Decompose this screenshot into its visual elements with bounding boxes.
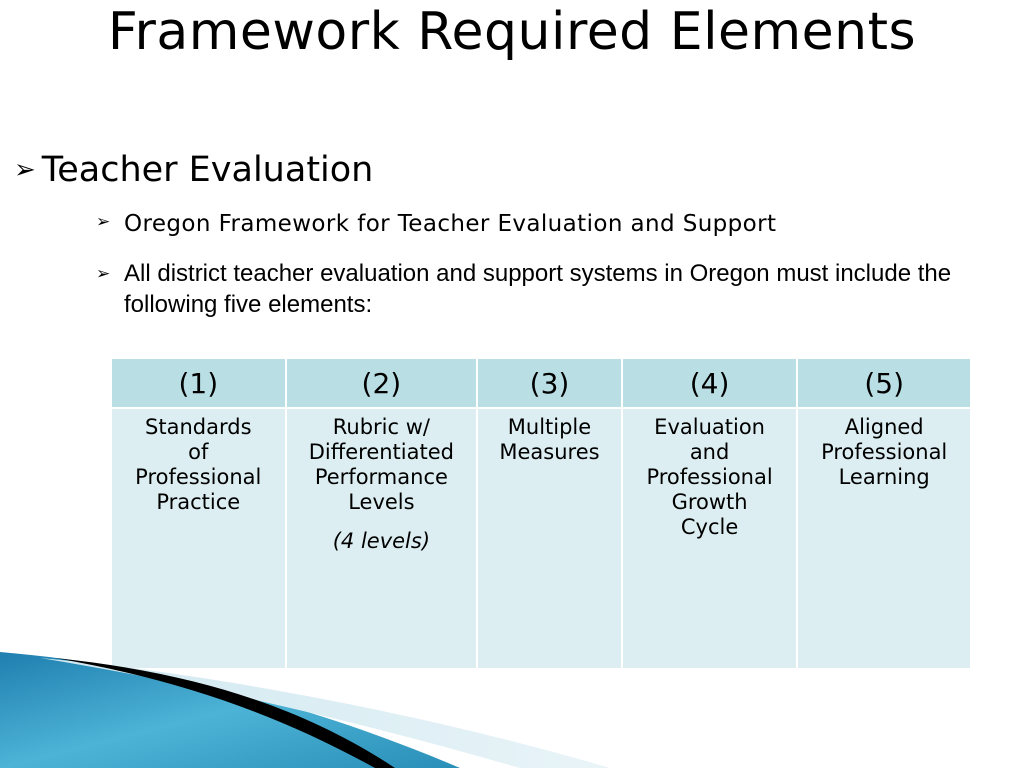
cell-line: Professional <box>646 465 773 489</box>
cell-note: (4 levels) <box>332 529 431 553</box>
arrow-bullet-icon: ➢ <box>14 155 36 185</box>
column-header: (5) <box>797 358 971 408</box>
blue-swoosh-shape <box>0 652 460 768</box>
cell-line: Learning <box>838 465 930 489</box>
arrow-bullet-icon: ➢ <box>96 212 111 232</box>
column-header: (3) <box>477 358 622 408</box>
cell-line: Professional <box>821 440 948 464</box>
cell-line: Multiple <box>507 415 592 439</box>
sub-bullet-text: All district teacher evaluation and support systems in Oregon must include the following five elements: <box>124 260 952 318</box>
cell-line: of <box>188 440 209 464</box>
cell-line: Practice <box>156 490 241 514</box>
cell-line: Measures <box>499 440 600 464</box>
column-header: (1) <box>111 358 286 408</box>
cell-line: Cycle <box>680 515 739 539</box>
cell-line: Levels <box>348 490 415 514</box>
cell-line: Rubric w/ <box>332 415 430 439</box>
cell-line: Professional <box>135 465 262 489</box>
cell-line: Performance <box>314 465 448 489</box>
cell-line: Growth <box>671 490 748 514</box>
arrow-bullet-icon: ➢ <box>96 264 111 283</box>
column-header: (4) <box>622 358 798 408</box>
cell-line: Evaluation <box>654 415 765 439</box>
cell-line: Standards <box>145 415 252 439</box>
cell-line: and <box>689 440 730 464</box>
bullet-heading: Teacher Evaluation <box>41 150 374 190</box>
column-header: (2) <box>286 358 478 408</box>
sub-bullet-text: Oregon Framework for Teacher Evaluation and Support <box>124 211 777 237</box>
cell-line: Aligned <box>844 415 924 439</box>
slide-title: Framework Required Elements <box>107 2 917 62</box>
cell-line: Differentiated <box>308 440 454 464</box>
